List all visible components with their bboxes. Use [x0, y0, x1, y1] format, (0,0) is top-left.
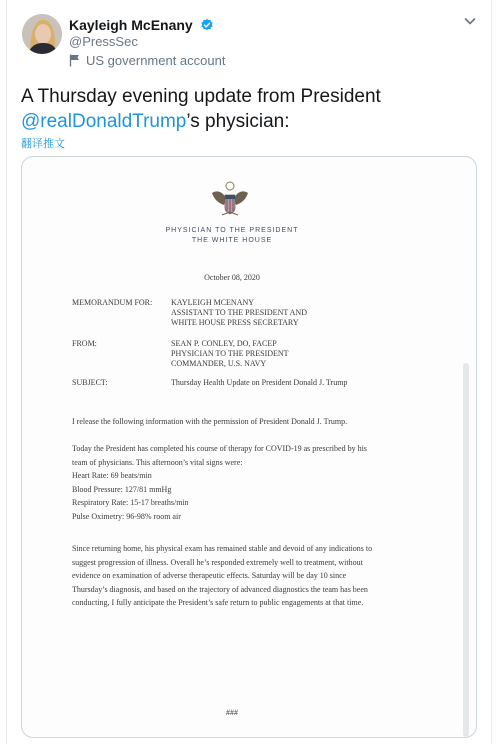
author-name[interactable] [69, 17, 214, 35]
memo-line: evidence on examination of adverse therapeutic effects. Saturday will be day 10 since [72, 571, 347, 580]
mention-link[interactable]: @realDonaldTrump [21, 111, 187, 132]
tweet-text [21, 84, 476, 134]
document-scrollbar[interactable] [463, 363, 469, 737]
tweet-text-part: A Thursday evening update from President [21, 86, 381, 107]
avatar-photo-icon [22, 14, 62, 54]
government-account-label [69, 53, 225, 70]
eagle-seal-icon [210, 181, 250, 224]
memo-for-line: KAYLEIGH MCENANY [171, 298, 255, 307]
memo-for-line: WHITE HOUSE PRESS SECRETARY [171, 318, 299, 327]
account-label-text: US government account [86, 53, 226, 68]
memo-line: suggest progression of illness. Overall he’s responded extremely well to treatment, without [72, 557, 363, 567]
memo-line: Thursday’s diagnosis, and based on the trajectory of advanced diagnostics the team has been [72, 584, 368, 594]
memo-document [22, 157, 476, 737]
memo-vital-pulse-oximetry: Pulse Oximetry: 96-98% room air [72, 511, 181, 521]
memo-vital-blood-pressure: Blood Pressure: 127/81 mmHg [72, 484, 172, 494]
tweet-text-part: ’s physician: [186, 111, 290, 132]
flag-icon [69, 54, 80, 70]
verified-badge-icon [200, 18, 214, 35]
memo-line: Since returning home, his physical exam has remained stable and devoid of any indications to [72, 544, 373, 553]
avatar[interactable] [22, 14, 62, 54]
memo-paragraph-2 [72, 542, 388, 610]
memo-subject-value: Thursday Health Update on President Donald J. Trump [171, 378, 348, 387]
memo-from-line: COMMANDER, U.S. NAVY [171, 359, 267, 368]
translate-tweet-link[interactable]: 翻译推文 [21, 138, 65, 150]
author-handle[interactable]: @PressSec [69, 34, 138, 49]
memo-line: Today the President has completed his course of therapy for COVID-19 as prescribed by his [72, 444, 367, 453]
memo-from-value [171, 339, 289, 369]
memo-from-label: FROM: [72, 339, 97, 348]
memo-line: conducting, I fully anticipate the President’s safe return to public engagements at that time. [72, 598, 364, 607]
memo-office-line1: PHYSICIAN TO THE PRESIDENT [165, 227, 299, 234]
chevron-down-icon[interactable] [463, 14, 477, 33]
author-name-text[interactable]: Kayleigh McEnany [69, 17, 193, 33]
attached-image[interactable] [21, 156, 477, 738]
memo-subject-label: SUBJECT: [72, 378, 108, 387]
memo-intro: I release the following information with the permission of President Donald J. Trump. [72, 417, 348, 426]
memo-from-line: SEAN P. CONLEY, DO, FACEP [171, 339, 277, 348]
memo-for-value [171, 298, 307, 328]
memo-for-label: MEMORANDUM FOR: [72, 298, 153, 307]
memo-office-line2: THE WHITE HOUSE [191, 237, 273, 244]
memo-date: October 08, 2020 [204, 273, 260, 282]
memo-from-line: PHYSICIAN TO THE PRESIDENT [171, 349, 289, 358]
memo-line: team of physicians. This afternoon’s vital signs were: [72, 457, 243, 467]
memo-paragraph-1 [72, 442, 388, 523]
memo-end-mark: ### [226, 708, 238, 717]
memo-vital-respiratory-rate: Respiratory Rate: 15-17 breaths/min [72, 498, 189, 507]
memo-for-line: ASSISTANT TO THE PRESIDENT AND [171, 308, 307, 317]
memo-vital-heart-rate: Heart Rate: 69 beats/min [72, 471, 152, 480]
